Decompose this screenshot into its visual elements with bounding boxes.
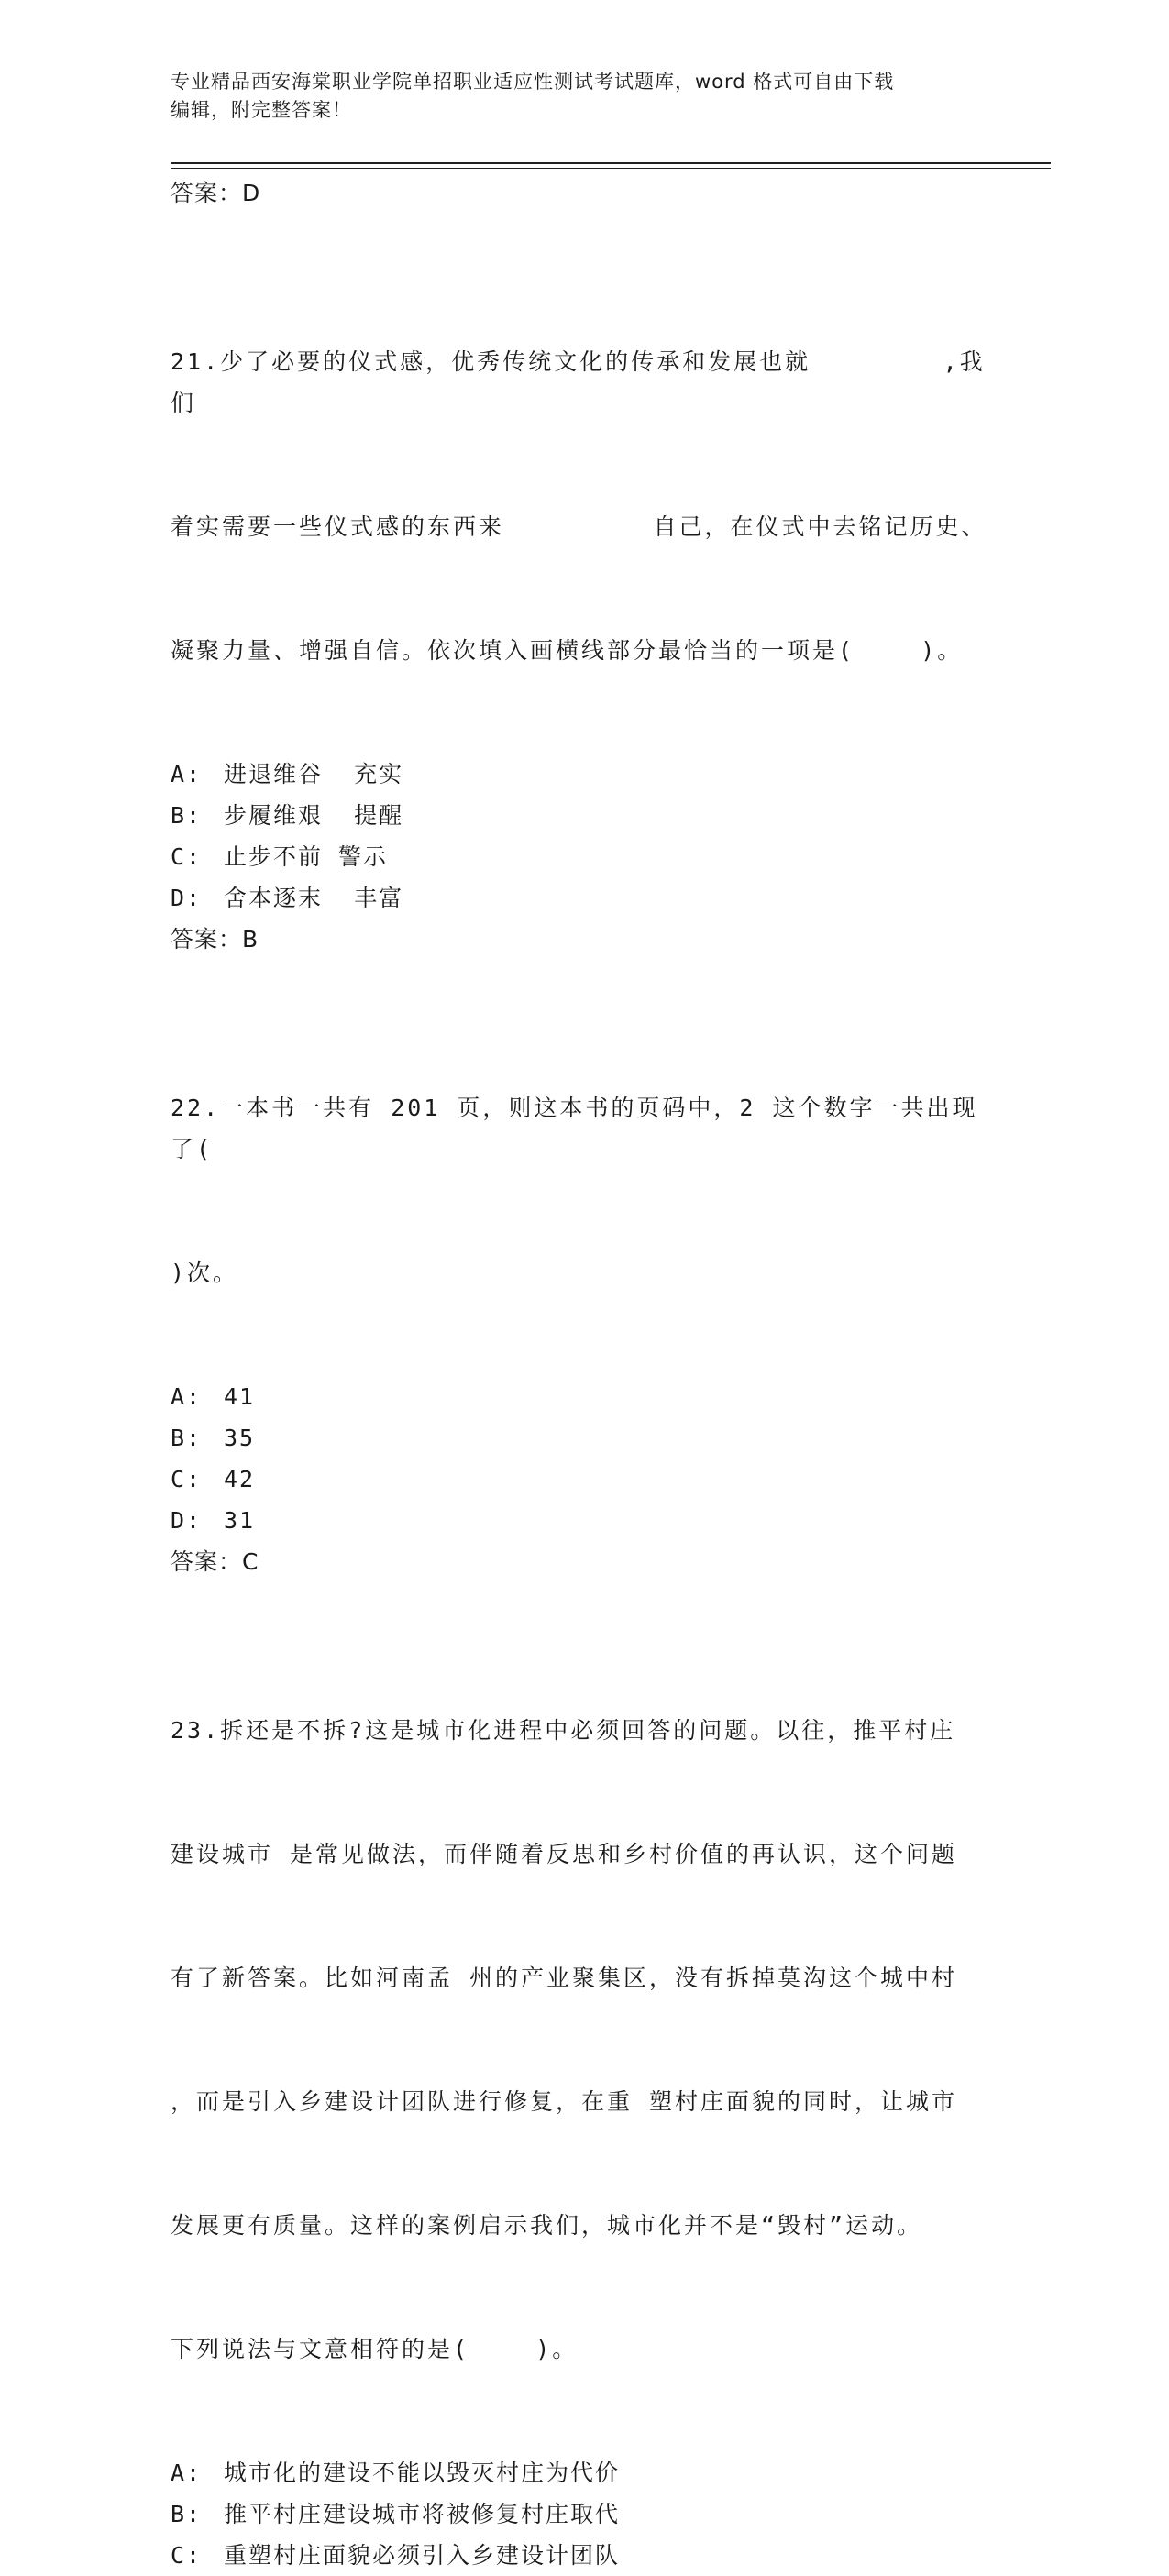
question-line: )次。: [171, 1260, 239, 1286]
option-text: 步履维艰 提醒: [224, 802, 404, 829]
header-line-1: 专业精品西安海棠职业学院单招职业适应性测试考试题库，word 格式可自由下载: [171, 71, 895, 93]
option-text: 舍本逐末 丰富: [224, 885, 404, 911]
answer-label: 答案：D: [171, 180, 261, 206]
option-label: B:: [171, 802, 203, 829]
option-d: [171, 877, 996, 919]
question-block-22: [171, 1005, 996, 1583]
page-header: [171, 68, 977, 125]
question-line: 凝聚力量、增强自信。依次填入画横线部分最恰当的一项是( )。: [171, 637, 964, 664]
option-a: [171, 2452, 996, 2493]
option-text: 止步不前 警示: [224, 843, 389, 870]
header-line-2: 编辑，附完整答案！: [171, 99, 352, 121]
question-line: 下列说法与文意相符的是( )。: [171, 2336, 579, 2362]
option-b: [171, 2493, 996, 2535]
option-text: 42: [224, 1466, 256, 1492]
answer-label: 答案：C: [171, 1548, 259, 1575]
option-a: [171, 1376, 996, 1417]
option-c: [171, 836, 996, 877]
option-label: A:: [171, 2460, 203, 2486]
option-label: A:: [171, 761, 203, 787]
option-text: 推平村庄建设城市将被修复村庄取代: [224, 2501, 621, 2527]
option-d: [171, 1500, 996, 1541]
question-line: 发展更有质量。这样的案例启示我们，城市化并不是“毁村”运动。: [171, 2212, 923, 2239]
option-label: D:: [171, 885, 203, 911]
question-line: ，而是引入乡建设计团队进行修复，在重 塑村庄面貌的同时，让城市: [171, 2088, 958, 2115]
option-a: [171, 754, 996, 795]
option-b: [171, 1417, 996, 1459]
question-line: 建设城市 是常见做法，而伴随着反思和乡村价值的再认识，这个问题: [171, 1841, 958, 1867]
question-block-23: [171, 1627, 996, 2576]
header-rule-thin: [171, 168, 1051, 169]
question-line: 23.拆还是不拆?这是城市化进程中必须回答的问题。以往，推平村庄: [171, 1717, 956, 1744]
option-label: B:: [171, 1425, 203, 1451]
option-label: D:: [171, 1507, 203, 1534]
option-text: 城市化的建设不能以毁灭村庄为代价: [224, 2460, 621, 2486]
option-c: [171, 2535, 996, 2576]
option-text: 进退维谷 充实: [224, 761, 404, 787]
option-text: 重塑村庄面貌必须引入乡建设计团队: [224, 2542, 621, 2569]
option-label: C:: [171, 2542, 203, 2569]
question-line: 着实需要一些仪式感的东西来 自己，在仪式中去铭记历史、: [171, 513, 987, 540]
option-label: A:: [171, 1383, 203, 1410]
option-text: 31: [224, 1507, 256, 1534]
question-text: [171, 1005, 996, 1376]
question-text: [171, 259, 996, 754]
option-text: 35: [224, 1425, 256, 1451]
option-text: 41: [224, 1383, 256, 1410]
document-body: [171, 172, 996, 2576]
option-label: B:: [171, 2501, 203, 2527]
question-line: 有了新答案。比如河南孟 州的产业聚集区，没有拆掉莫沟这个城中村: [171, 1965, 958, 1991]
question-line: 22.一本书一共有 201 页，则这本书的页码中，2 这个数字一共出现了(: [171, 1095, 978, 1162]
option-c: [171, 1459, 996, 1500]
option-label: C:: [171, 1466, 203, 1492]
option-label: C:: [171, 843, 203, 870]
answer-label: 答案：B: [171, 926, 259, 952]
question-block-21: [171, 259, 996, 961]
header-rule-thick: [171, 162, 1051, 164]
question-text: [171, 1627, 996, 2452]
question-line: 21.少了必要的仪式感，优秀传统文化的传承和发展也就 ,我们: [171, 348, 986, 416]
option-b: [171, 795, 996, 836]
